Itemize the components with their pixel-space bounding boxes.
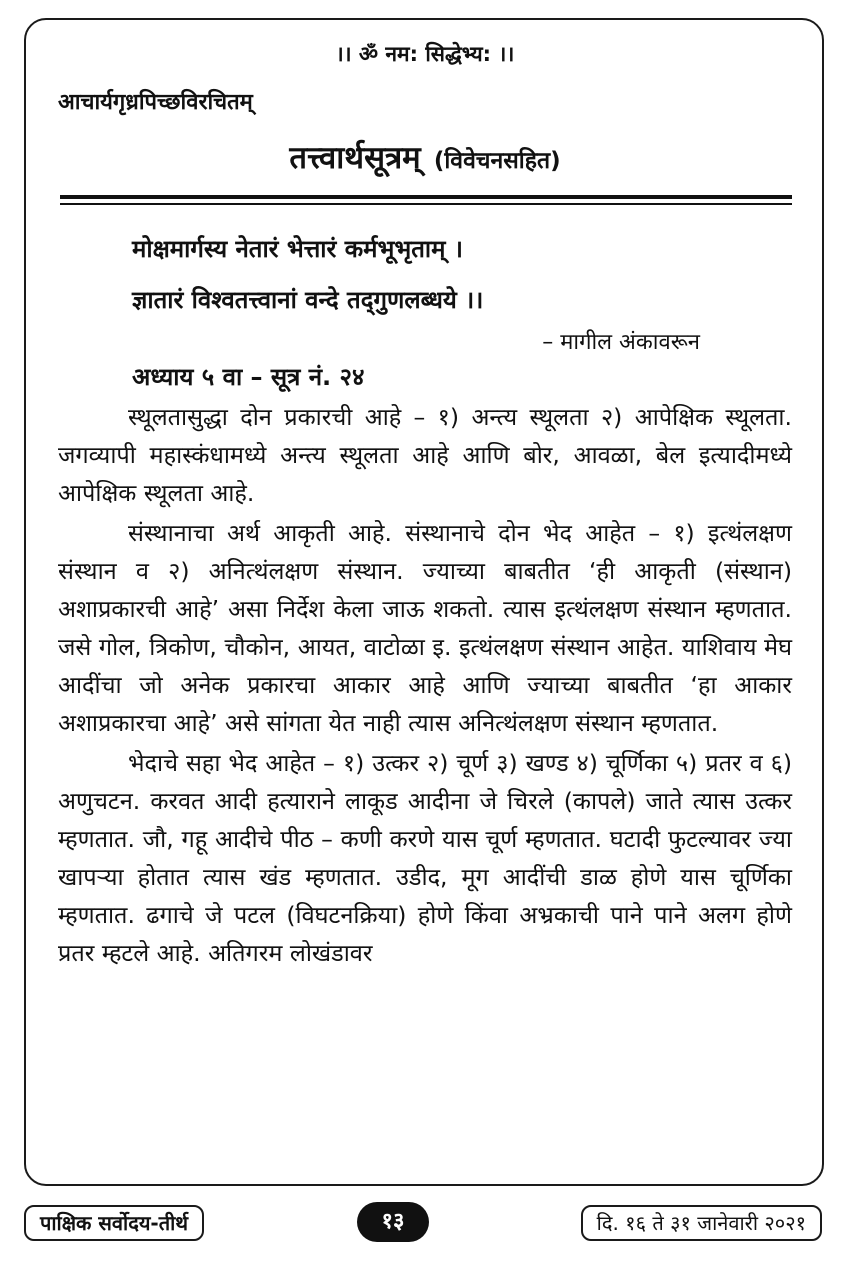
divider-thin xyxy=(60,203,792,205)
verse-source: – मागील अंकावरून xyxy=(542,330,700,355)
publication-name: पाक्षिक सर्वोदय-तीर्थ xyxy=(24,1205,204,1241)
page-number: १३ xyxy=(357,1202,429,1242)
paragraph: संस्थानाचा अर्थ आकृती आहे. संस्थानाचे दोन भेद आहेत – १) इत्थंलक्षण संस्थान व २) अनित्थंलक्षण संस्थान. ज्याच्या बाबतीत ‘ही आकृती (संस्थान) अशाप्रकारची आहे’ असा निर्देश केला जाऊ शकतो. त्यास इत्थंलक्षण संस्थान म्हणतात. जसे गोल, त्रिकोण, चौकोन, आयत, वाटोळा इ. इत्थंलक्षण संस्थान आहेत. याशिवाय मेघ आदींचा जो अनेक प्रकारचा आकार आहे आणि ज्याच्या बाबतीत ‘हा आकार अशाप्रकारचा आहे’ असे सांगता येत नाही त्यास अनित्थंलक्षण संस्थान म्हणतात. xyxy=(58,519,792,737)
chapter-heading: अध्याय ५ वा – सूत्र नं. २४ xyxy=(132,363,365,391)
issue-date: दि. १६ ते ३१ जानेवारी २०२१ xyxy=(581,1205,822,1241)
title-row xyxy=(0,136,850,178)
author-line: आचार्यगृध्रपिच्छविरचितम् xyxy=(58,90,253,115)
divider-thick xyxy=(60,195,792,199)
paragraph: स्थूलतासुद्धा दोन प्रकारची आहे – १) अन्त्य स्थूलता २) आपेक्षिक स्थूलता. जगव्यापी महास्कंधामध्ये अन्त्य स्थूलता आहे आणि बोर, आवळा, बेल इत्यादीमध्ये आपेक्षिक स्थूलता आहे. xyxy=(58,403,792,507)
paragraph: भेदाचे सहा भेद आहेत – १) उत्कर २) चूर्ण ३) खण्ड ४) चूर्णिका ५) प्रतर व ६) अणुचटन. करवत आदी हत्याराने लाकूड आदीना जे चिरले (कापले) जाते त्यास उत्कर म्हणतात. जौ, गहू आदीचे पीठ – कणी करणे यास चूर्ण म्हणतात. घटादी फुटल्यावर ज्या खापऱ्या होतात त्यास खंड म्हणतात. उडीद, मूग आदींची डाळ होणे यास चूर्णिका म्हणतात. ढगाचे जे पटल (विघटनक्रिया) होणे किंवा अभ्रकाची पाने पाने अलग होणे प्रतर म्हटले आहे. अतिगरम लोखंडावर xyxy=(58,749,792,967)
verse-line-1: मोक्षमार्गस्य नेतारं भेत्तारं कर्मभूभृताम् । xyxy=(132,235,463,263)
page-title: तत्त्वार्थसूत्रम् xyxy=(289,140,421,176)
verse-line-2: ज्ञातारं विश्वतत्त्वानां वन्दे तद्‌गुणलब्धये ।। xyxy=(132,286,484,314)
body-text xyxy=(58,398,792,974)
page-subtitle: (विवेचनसहित) xyxy=(433,148,561,174)
invocation: ।। ॐ नम: सिद्धेभ्य: ।। xyxy=(335,42,515,66)
